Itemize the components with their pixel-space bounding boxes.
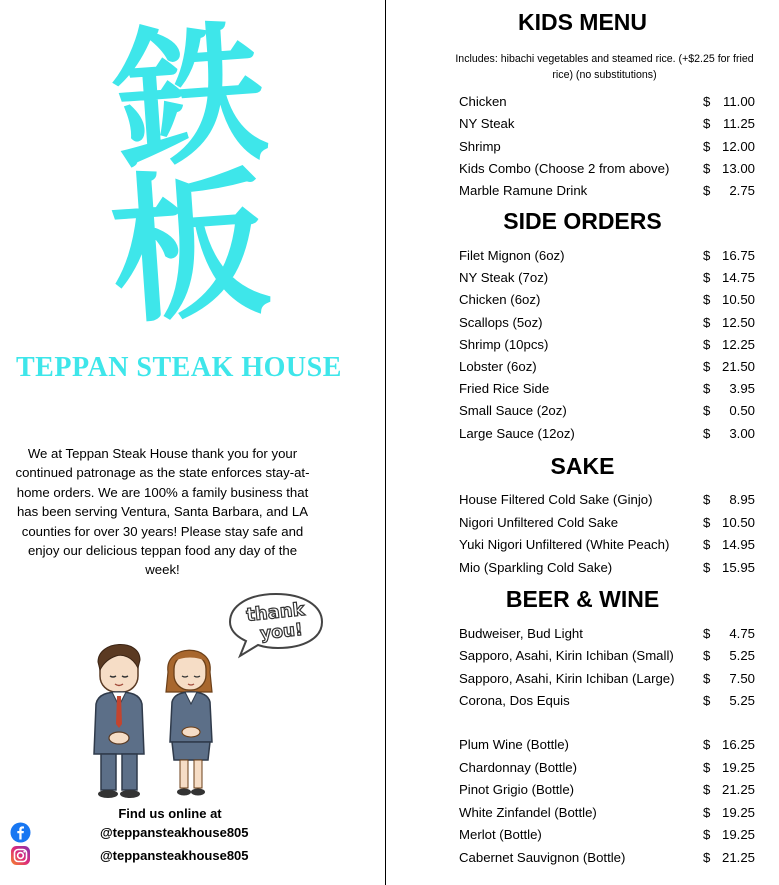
menu-item-currency: $ — [703, 559, 711, 575]
kanji-ita: 板 — [104, 150, 276, 347]
menu-item — [459, 315, 755, 335]
menu-item-price: 12.25 — [721, 336, 755, 352]
menu-item — [459, 116, 755, 136]
menu-item-name: Fried Rice Side — [459, 381, 550, 397]
menu-item-price: 4.75 — [729, 626, 755, 641]
menu-item-currency: $ — [703, 270, 711, 286]
menu-item-name: Shrimp — [459, 138, 501, 154]
menu-item-price: 10.50 — [721, 292, 755, 308]
menu-item-currency: $ — [703, 693, 711, 709]
menu-item-name: Sapporo, Asahi, Kirin Ichiban (Large) — [459, 670, 675, 686]
menu-item-price: 8.95 — [729, 492, 755, 507]
menu-item-currency: $ — [703, 183, 711, 199]
menu-item — [459, 827, 755, 847]
menu-item — [459, 737, 755, 757]
menu-item-currency: $ — [703, 804, 711, 820]
menu-item-currency: $ — [703, 94, 711, 109]
menu-item-name: Kids Combo (Choose 2 from above) — [459, 160, 670, 176]
menu-item — [459, 782, 755, 802]
menu-item — [459, 492, 755, 512]
menu-item-name: Marble Ramune Drink — [459, 183, 588, 199]
menu-item — [459, 248, 755, 268]
menu-item-price: 19.25 — [721, 759, 755, 775]
woman-figure — [166, 650, 212, 795]
menu-item-currency: $ — [703, 314, 711, 330]
menu-item-name: Shrimp (10pcs) — [459, 336, 549, 352]
menu-item-name: Sapporo, Asahi, Kirin Ichiban (Small) — [459, 648, 674, 664]
menu-item — [459, 183, 755, 203]
menu-item — [459, 850, 755, 870]
thank-you-bubble — [226, 590, 326, 660]
menu-item — [459, 671, 755, 691]
menu-item-currency: $ — [703, 381, 711, 397]
menu-item — [459, 537, 755, 557]
menu-item-price: 14.75 — [721, 270, 755, 286]
left-panel — [0, 0, 385, 885]
menu-item-price: 19.25 — [721, 827, 755, 843]
menu-item-currency: $ — [703, 336, 711, 352]
menu-item-price: 0.50 — [729, 403, 755, 419]
menu-item — [459, 161, 755, 181]
menu-item-price: 3.00 — [729, 425, 755, 441]
menu-item-currency: $ — [703, 537, 711, 553]
menu-item-price: 16.25 — [721, 737, 755, 752]
menu-item-name: Pinot Grigio (Bottle) — [459, 782, 575, 798]
instagram-icon[interactable] — [10, 845, 31, 866]
menu-item — [459, 270, 755, 290]
menu-item-name: Plum Wine (Bottle) — [459, 737, 569, 752]
facebook-handle[interactable]: @teppansteakhouse805 — [100, 825, 249, 840]
menu-item-price: 7.50 — [729, 670, 755, 686]
menu-item — [459, 426, 755, 446]
menu-item-currency: $ — [703, 648, 711, 664]
menu-item — [459, 626, 755, 646]
menu-item-currency: $ — [703, 160, 711, 176]
man-figure — [94, 644, 144, 798]
menu-item-name: Scallops (5oz) — [459, 314, 543, 330]
menu-item-name: NY Steak (7oz) — [459, 270, 549, 286]
bubble-line-1: thank — [245, 599, 306, 627]
beer-wine-title: BEER & WINE — [505, 586, 660, 612]
menu-item-currency: $ — [703, 425, 711, 441]
menu-item-name: Corona, Dos Equis — [459, 693, 570, 709]
menu-item-currency: $ — [703, 492, 711, 507]
menu-item-currency: $ — [703, 759, 711, 775]
menu-item-currency: $ — [703, 782, 711, 798]
menu-item-currency: $ — [703, 850, 711, 865]
menu-item-price: 5.25 — [729, 693, 755, 709]
facebook-icon[interactable] — [10, 822, 31, 843]
menu-item-name: House Filtered Cold Sake (Ginjo) — [459, 492, 653, 507]
menu-item-name: Chicken — [459, 94, 507, 109]
menu-item-currency: $ — [703, 248, 711, 263]
menu-item — [459, 560, 755, 580]
menu-item-price: 11.25 — [722, 116, 755, 132]
bowing-staff-illustration — [88, 632, 238, 802]
menu-panel — [386, 0, 779, 885]
instagram-row[interactable] — [10, 845, 300, 867]
menu-item-price: 15.95 — [721, 559, 755, 575]
menu-item-price: 21.25 — [721, 782, 755, 798]
menu-item-price: 21.50 — [721, 359, 755, 374]
kids-menu-title: KIDS MENU — [517, 9, 648, 35]
menu-item — [459, 760, 755, 780]
menu-item-price: 10.50 — [721, 514, 755, 530]
menu-item-name: Chardonnay (Bottle) — [459, 759, 578, 775]
menu-item — [459, 403, 755, 423]
menu-item-currency: $ — [703, 116, 711, 132]
menu-item-price: 5.25 — [729, 648, 755, 664]
bubble-line-2: you! — [259, 619, 304, 645]
menu-item-price: 12.00 — [721, 138, 755, 154]
menu-item-name: Merlot (Bottle) — [459, 827, 542, 843]
facebook-row[interactable] — [10, 822, 300, 844]
menu-item-currency: $ — [703, 514, 711, 530]
menu-item — [459, 515, 755, 535]
brand-name: TEPPAN STEAK HOUSE — [16, 352, 342, 383]
menu-item-name: Mio (Sparkling Cold Sake) — [459, 559, 613, 575]
menu-item-currency: $ — [703, 670, 711, 686]
menu-item-name: Filet Mignon (6oz) — [459, 248, 565, 263]
menu-item — [459, 693, 755, 713]
menu-item-currency: $ — [703, 737, 711, 752]
menu-item-name: Chicken (6oz) — [459, 292, 541, 308]
menu-item-name: Small Sauce (2oz) — [459, 403, 567, 419]
menu-item-price: 19.25 — [721, 804, 755, 820]
menu-item-name: Nigori Unfiltered Cold Sake — [459, 514, 619, 530]
side-orders-title: SIDE ORDERS — [503, 208, 662, 234]
menu-item — [459, 292, 755, 312]
menu-item-price: 16.75 — [721, 248, 755, 263]
menu-item — [459, 648, 755, 668]
menu-item-name: Yuki Nigori Unfiltered (White Peach) — [459, 537, 670, 553]
find-us-online-title: Find us online at — [118, 806, 222, 821]
menu-item-name: Large Sauce (12oz) — [459, 425, 575, 441]
menu-item-name: Budweiser, Bud Light — [459, 626, 583, 641]
menu-item — [459, 381, 755, 401]
menu-item-currency: $ — [703, 827, 711, 843]
menu-item-name: Cabernet Sauvignon (Bottle) — [459, 850, 626, 865]
menu-item-price: 12.50 — [721, 314, 755, 330]
menu-item-price: 2.75 — [729, 183, 755, 199]
sake-title: SAKE — [550, 453, 615, 479]
instagram-handle[interactable]: @teppansteakhouse805 — [100, 848, 249, 863]
thank-you-message: We at Teppan Steak House thank you for your continued patronage as the state enforces stay-at-home orders. We are 100% a family business that has been serving Ventura, Santa Barbara, and LA counties for over 30 years! Please stay safe and enjoy our delicious teppan food any day of the week! — [15, 446, 310, 578]
menu-item-currency: $ — [703, 292, 711, 308]
kids-menu-note: Includes: hibachi vegetables and steamed rice. (+$2.25 for fried rice) (no substitutions) — [455, 53, 754, 81]
menu-item — [459, 805, 755, 825]
menu-item-price: 11.00 — [722, 94, 755, 109]
menu-item-currency: $ — [703, 359, 711, 374]
menu-item-currency: $ — [703, 403, 711, 419]
kanji-tetsu: 鉄 — [109, 3, 271, 191]
menu-item-price: 3.95 — [729, 381, 755, 397]
menu-item-name: NY Steak — [459, 116, 515, 132]
menu-item-name: Lobster (6oz) — [459, 359, 537, 374]
menu-item-price: 13.00 — [721, 160, 755, 176]
menu-item-price: 21.25 — [721, 850, 755, 865]
menu-item-price: 14.95 — [721, 537, 755, 553]
menu-item — [459, 359, 755, 379]
menu-item — [459, 139, 755, 159]
menu-item — [459, 94, 755, 114]
menu-item-currency: $ — [703, 138, 711, 154]
menu-item-name: White Zinfandel (Bottle) — [459, 804, 597, 820]
menu-item-currency: $ — [703, 626, 711, 641]
menu-item — [459, 337, 755, 357]
